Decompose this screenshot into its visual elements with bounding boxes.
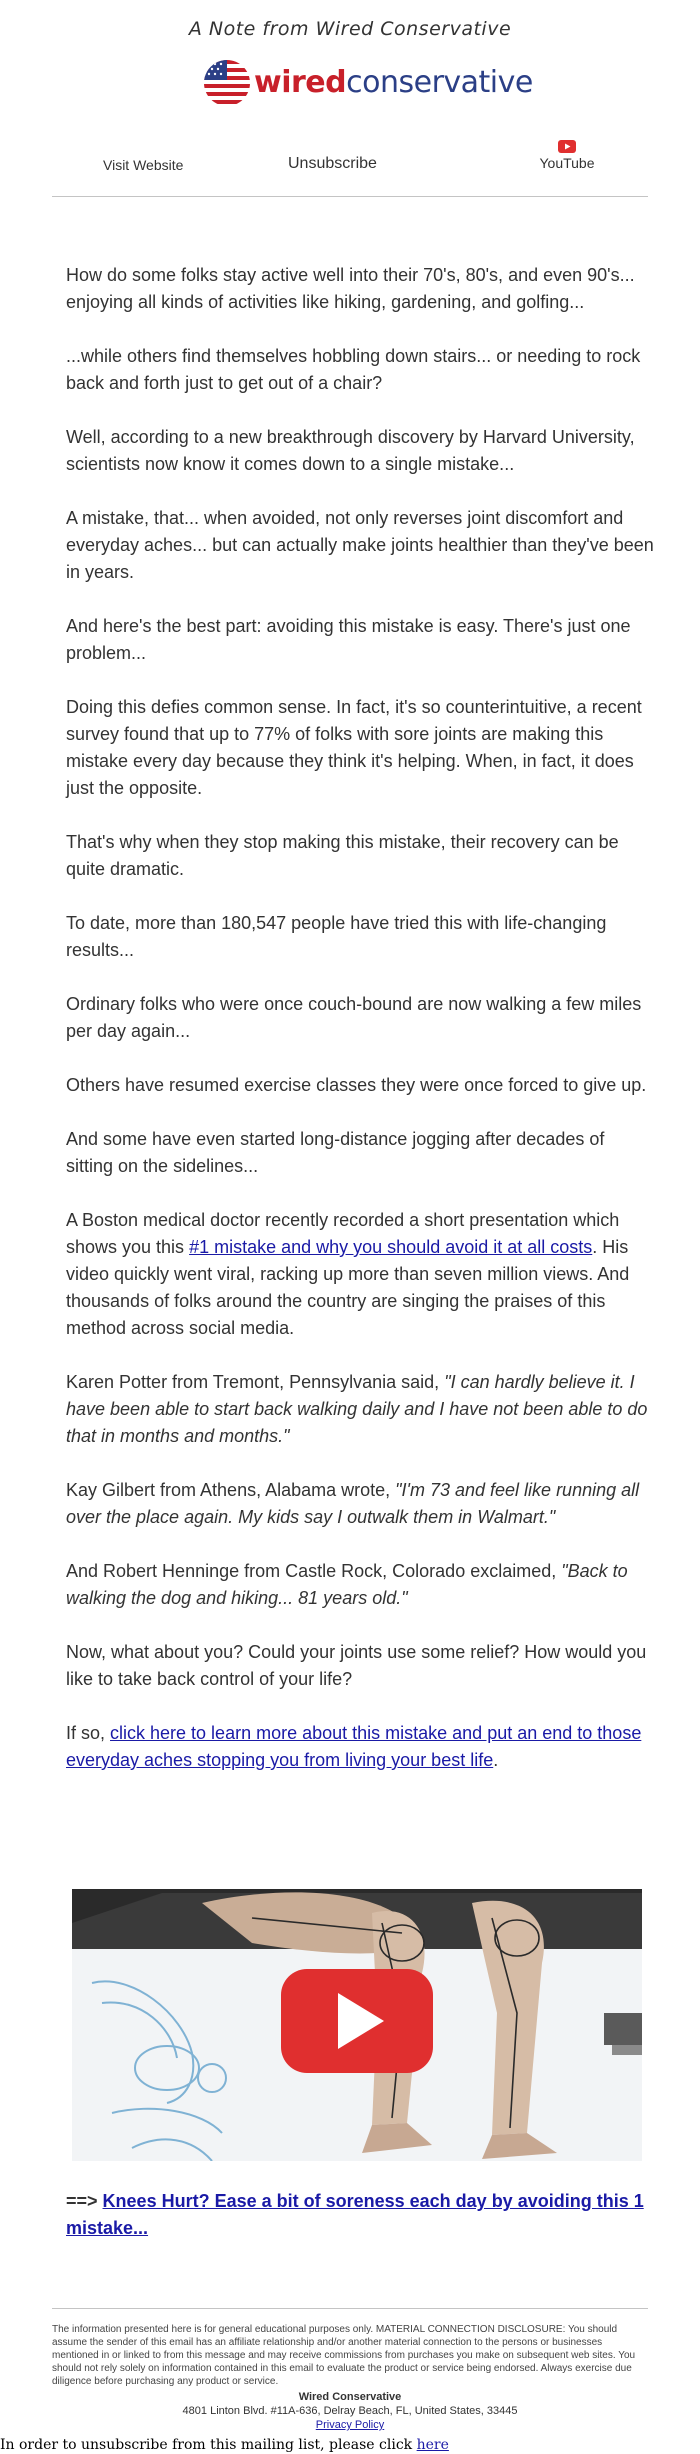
logo-wired: wired	[254, 65, 347, 100]
youtube-play-icon	[281, 1969, 433, 2073]
privacy-policy-link[interactable]: Privacy Policy	[315, 2419, 385, 2431]
paragraph: How do some folks stay active well into their 70's, 80's, and even 90's... enjoying all kinds of activities like hiking, gardening, and golfing...	[66, 265, 635, 312]
youtube-link[interactable]	[537, 140, 597, 171]
testimonial-quote: "I can hardly believe it. I have been able to start back walking daily and I have not been able to do that in months and months."	[66, 1372, 648, 1446]
cta-link[interactable]: Knees Hurt? Ease a bit of soreness each day by avoiding this 1 mistake...	[66, 2191, 644, 2238]
testimonial	[66, 1369, 656, 1450]
top-nav	[0, 134, 700, 174]
paragraph-text: .	[493, 1750, 499, 1770]
footer-address: 4801 Linton Blvd. #11A-636, Delray Beach, FL, United States, 33445	[182, 2405, 518, 2417]
testimonial-attribution: Karen Potter from Tremont, Pennsylvania said,	[66, 1372, 445, 1392]
video-thumbnail-image	[72, 1863, 642, 2161]
disclaimer-text: The information presented here is for general educational purposes only. MATERIAL CONNECTION DISCLOSURE: You should assume the sender of this email has an affiliate relationship and/or another material connection to the persons or businesses mentioned in or linked to from this message and may receive commissions from purchases you make on subsequent web sites. You should not rely solely on information contained in this email to evaluate the product or service being endorsed. Always exercise due diligence before purchasing any product or service.	[52, 2324, 636, 2387]
unsubscribe-here-link[interactable]: here	[416, 2437, 449, 2453]
wired-conservative-logo[interactable]	[202, 58, 533, 108]
cta-arrow: ==>	[66, 2191, 103, 2211]
email-body	[66, 262, 656, 1801]
visit-website-link[interactable]: Visit Website	[103, 157, 184, 173]
unsubscribe-link[interactable]: Unsubscribe	[288, 155, 377, 172]
unsubscribe-text: In order to unsubscribe from this mailing list, please click	[0, 2437, 417, 2453]
cta-block	[66, 2188, 656, 2242]
youtube-icon	[558, 140, 576, 153]
logo-wordmark	[254, 58, 533, 108]
paragraph: ...while others find themselves hobbling down stairs... or needing to rock back and forth just to get out of a chair?	[66, 346, 641, 393]
paragraph: Doing this defies common sense. In fact, it's so counterintuitive, a recent survey found that up to 77% of folks with sore joints are making this mistake every day because they think it's helping. When, in fact, it does just the opposite.	[66, 697, 642, 798]
header-divider	[52, 196, 648, 197]
paragraph: Others have resumed exercise classes they were once forced to give up.	[66, 1075, 647, 1095]
testimonial-attribution: Kay Gilbert from Athens, Alabama wrote,	[66, 1480, 396, 1500]
paragraph	[66, 1720, 656, 1774]
footer	[0, 2390, 700, 2432]
video-thumbnail[interactable]	[72, 1863, 642, 2161]
paragraph: And some have even started long-distance jogging after decades of sitting on the sidelines...	[66, 1129, 605, 1176]
paragraph-text: . His video quickly went viral, racking up more than seven million views. And thousands of folks around the country are singing the praises of this method across social media.	[66, 1237, 630, 1338]
paragraph: Ordinary folks who were once couch-bound are now walking a few miles per day again...	[66, 994, 642, 1041]
paragraph: Well, according to a new breakthrough discovery by Harvard University, scientists now know it comes down to a single mistake...	[66, 427, 635, 474]
testimonial	[66, 1477, 656, 1531]
paragraph: That's why when they stop making this mistake, their recovery can be quite dramatic.	[66, 832, 619, 879]
paragraph: And here's the best part: avoiding this mistake is easy. There's just one problem...	[66, 616, 631, 663]
mistake-video-link[interactable]: #1 mistake and why you should avoid it at all costs	[189, 1237, 593, 1257]
footer-company: Wired Conservative	[298, 2391, 402, 2403]
header-note: A Note from Wired Conservative	[188, 18, 512, 40]
testimonial	[66, 1558, 656, 1612]
logo-conservative: conservative	[346, 65, 533, 100]
paragraph: A mistake, that... when avoided, not only reverses joint discomfort and everyday aches... but can actually make joints healthier than they've been in years.	[66, 508, 654, 582]
flag-globe-icon	[202, 58, 252, 108]
paragraph: Now, what about you? Could your joints use some relief? How would you like to take back control of your life?	[66, 1642, 647, 1689]
paragraph: To date, more than 180,547 people have tried this with life-changing results...	[66, 913, 607, 960]
testimonial-quote: "Back to walking the dog and hiking... 81 years old."	[66, 1561, 628, 1608]
paragraph	[66, 1207, 656, 1342]
learn-more-link[interactable]: click here to learn more about this mistake and put an end to those everyday aches stopping you from living your best life	[66, 1723, 642, 1770]
paragraph-text: A Boston medical doctor recently recorded a short presentation which shows you this	[66, 1210, 620, 1257]
youtube-label: YouTube	[539, 155, 595, 171]
unsubscribe-line	[0, 2436, 700, 2454]
testimonial-quote: "I'm 73 and feel like running all over the place again. My kids say I outwalk them in Walmart."	[66, 1480, 640, 1527]
paragraph-text: If so,	[66, 1723, 111, 1743]
footer-divider	[52, 2308, 648, 2309]
testimonial-attribution: And Robert Henninge from Castle Rock, Colorado exclaimed,	[66, 1561, 562, 1581]
